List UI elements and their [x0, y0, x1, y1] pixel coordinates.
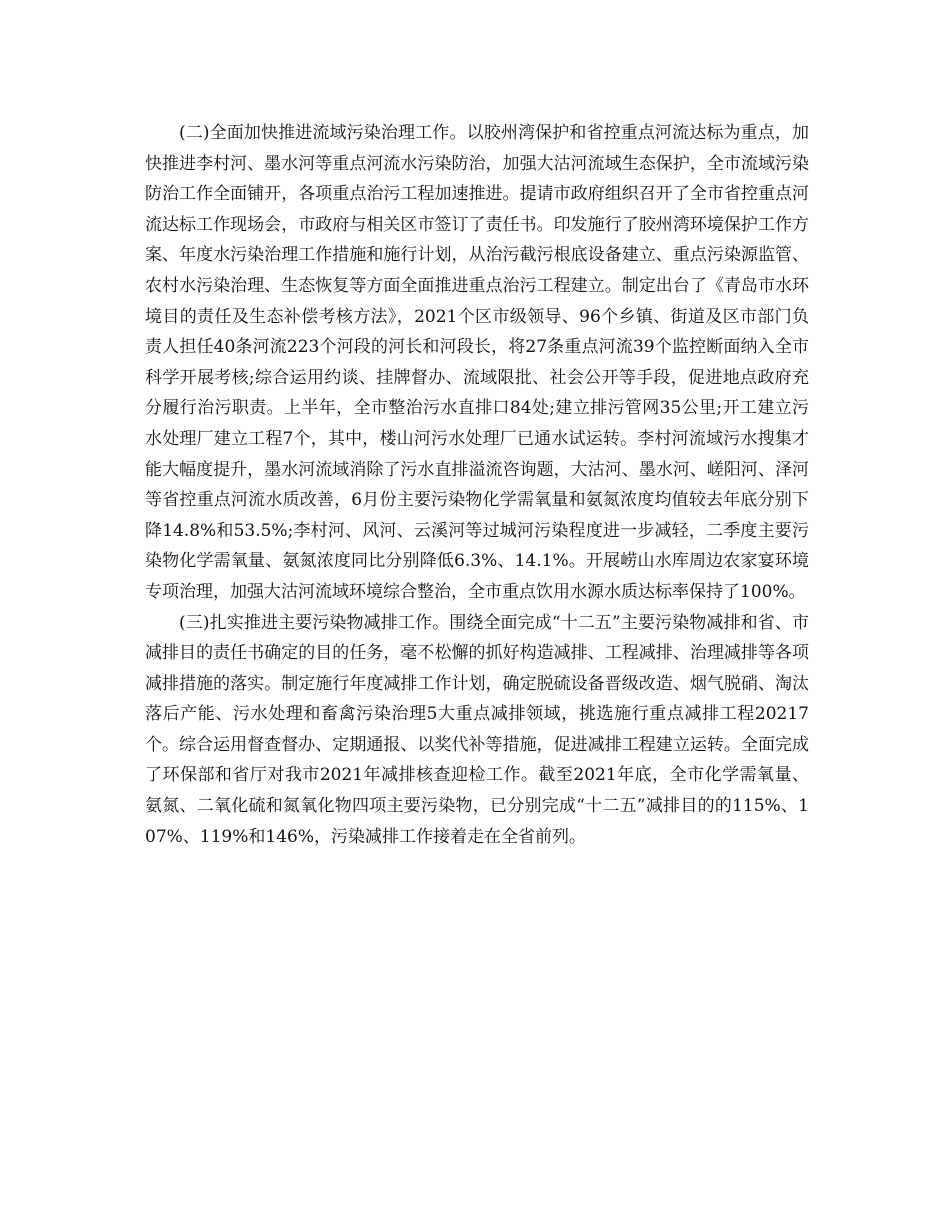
- paragraph-river-basin-pollution: (二)全面加快推进流域污染治理工作。以胶州湾保护和省控重点河流达标为重点，加快推进李村河、墨水河等重点河流水污染防治，加强大沽河流域生态保护，全市流域污染防治工作全面铺开，各项重点治污工程加速推进。提请市政府组织召开了全市省控重点河流达标工作现场会，市政府与相关区市签订了责任书。印发施行了胶州湾环境保护工作方案、年度水污染治理工作措施和施行计划，从治污截污根底设备建立、重点污染源监管、农村水污染治理、生态恢复等方面全面推进重点治污工程建立。制定出台了《青岛市水环境目的责任及生态补偿考核方法》，2021个区市级领导、96个乡镇、街道及区市部门负责人担任40条河流223个河段的河长和河段长，将27条重点河流39个监控断面纳入全市科学开展考核;综合运用约谈、挂牌督办、流域限批、社会公开等手段，促进地点政府充分履行治污职责。上半年，全市整治污水直排口84处;建立排污管网35公里;开工建立污水处理厂建立工程7个，其中，楼山河污水处理厂已通水试运转。李村河流域污水搜集才能大幅度提升，墨水河流域消除了污水直排溢流咨询题，大沽河、墨水河、嵯阳河、泽河等省控重点河流水质改善，6月份主要污染物化学需氧量和氨氮浓度均值较去年底分别下降14.8%和53.5%;李村河、风河、云溪河等过城河污染程度进一步减轻，二季度主要污染物化学需氧量、氨氮浓度同比分别降低6.3%、14.1%。开展崂山水库周边农家宴环境专项治理，加强大沽河流域环境综合整治，全市重点饮用水源水质达标率保持了100%。: [145, 123, 809, 602]
- paragraph-emission-reduction: (三)扎实推进主要污染物减排工作。围绕全面完成“十二五”主要污染物减排和省、市减排目的责任书确定的目的任务，毫不松懈的抓好构造减排、工程减排、治理减排等各项减排措施的落实。制定施行年度减排工作计划，确定脱硫设备晋级改造、烟气脱硝、淘汰落后产能、污水处理和畜禽污染治理5大重点减排领域，挑选施行重点减排工程20217个。综合运用督查督办、定期通报、以奖代补等措施，促进减排工程建立运转。全面完成了环保部和省厅对我市2021年减排核查迎检工作。截至2021年底，全市化学需氧量、氨氮、二氧化硫和氮氧化物四项主要污染物，已分别完成“十二五”减排目的的115%、107%、119%和146%，污染减排工作接着走在全省前列。: [145, 612, 809, 847]
- document-page: [145, 118, 809, 852]
